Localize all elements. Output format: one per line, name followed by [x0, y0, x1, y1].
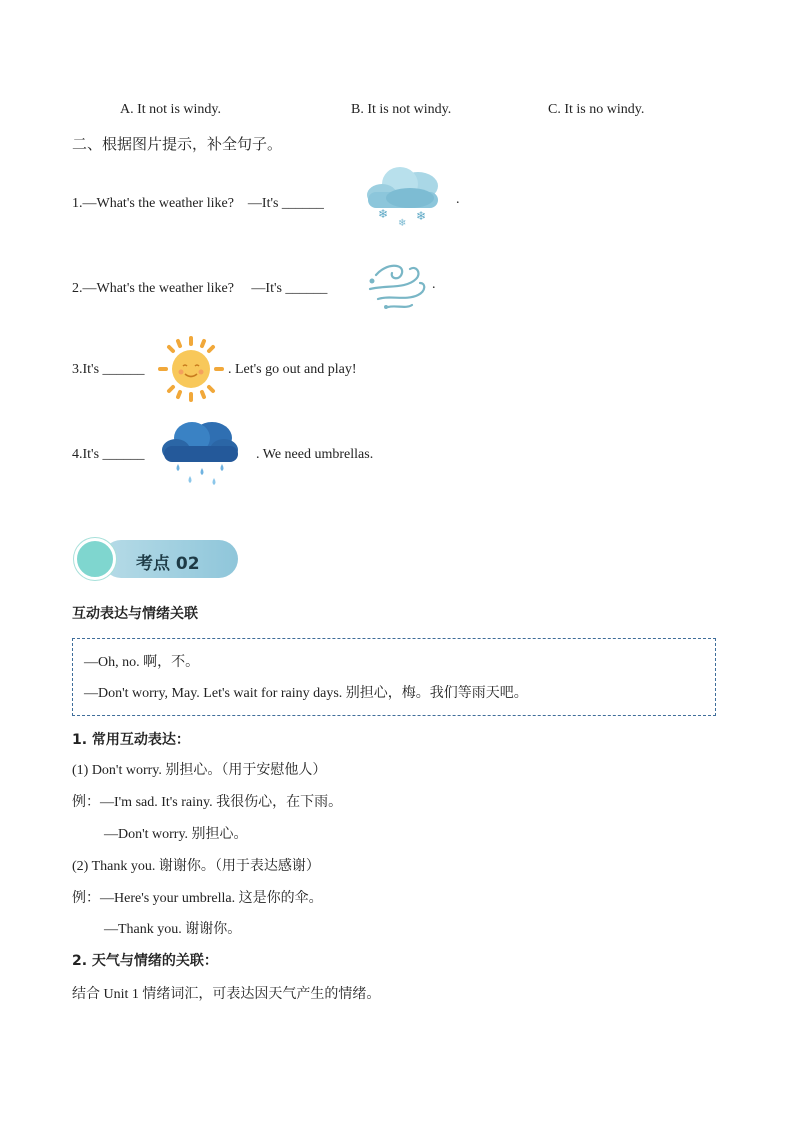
example-1b: —Don't worry. 别担心。 [104, 827, 248, 842]
section-banner [74, 538, 238, 580]
question-1: 1.—What's the weather like? —It's ______ [72, 196, 324, 211]
svg-text:❄: ❄ [416, 209, 427, 223]
wind-icon [366, 255, 432, 313]
topic-heading: 互动表达与情绪关联 [72, 606, 198, 622]
subsection-2-text: 结合 Unit 1 情绪词汇，可表达因天气产生的情绪。 [72, 987, 381, 1002]
section-title: 二、根据图片提示，补全句子。 [72, 135, 283, 153]
dialogue-box [72, 638, 716, 716]
example-2a: 例：—Here's your umbrella. 这是你的伞。 [72, 891, 323, 906]
subsection-2-title: 2. 天气与情绪的关联： [72, 953, 218, 969]
example-1a: 例：—I'm sad. It's rainy. 我很伤心，在下雨。 [72, 795, 343, 810]
banner-label: 考点 02 [136, 554, 200, 574]
question-1-end: . [456, 192, 460, 207]
svg-text:❄: ❄ [398, 218, 407, 229]
dialogue-line-1: —Oh, no. 啊，不。 [84, 655, 200, 670]
question-3-end: . Let's go out and play! [228, 362, 357, 377]
banner-circle [74, 538, 116, 580]
option-a: A. It not is windy. [120, 102, 221, 117]
example-2b: —Thank you. 谢谢你。 [104, 922, 242, 937]
svg-text:❄: ❄ [378, 207, 389, 221]
question-4-end: . We need umbrellas. [256, 447, 374, 462]
rain-cloud-icon [158, 416, 244, 488]
snow-cloud-icon [360, 162, 446, 230]
question-4: 4.It's ______ [72, 447, 145, 462]
option-b: B. It is not windy. [351, 102, 452, 117]
expression-1: (1) Don't worry. 别担心。（用于安慰他人） [72, 763, 327, 778]
question-2-end: . [432, 277, 436, 292]
question-2: 2.—What's the weather like? —It's ______ [72, 281, 328, 296]
option-c: C. It is no windy. [548, 102, 645, 117]
expression-2: (2) Thank you. 谢谢你。（用于表达感谢） [72, 859, 320, 874]
subsection-1-title: 1. 常用互动表达： [72, 732, 190, 748]
question-3: 3.It's ______ [72, 362, 145, 377]
dialogue-line-2: —Don't worry, May. Let's wait for rainy days. 别担心，梅。我们等雨天吧。 [84, 686, 528, 701]
sun-icon [156, 334, 226, 404]
